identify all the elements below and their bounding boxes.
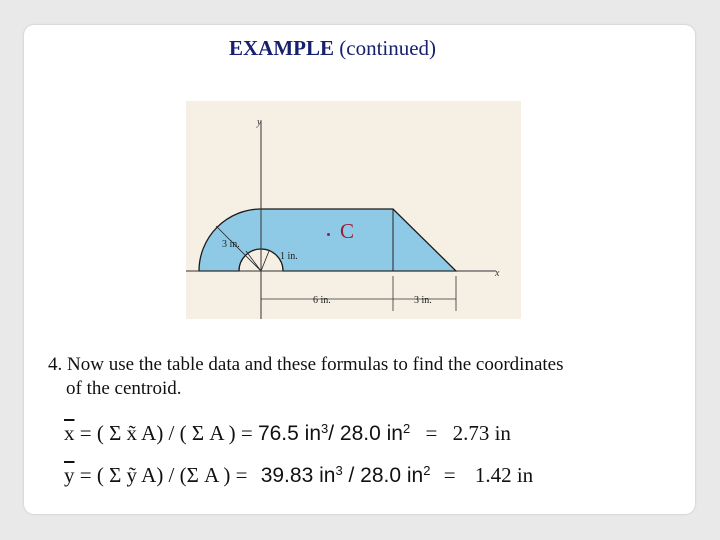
- formula-x-bar: [64, 421, 511, 446]
- dim-label-3in-radius: 3 in.: [222, 239, 240, 250]
- y-value: 39.83 $in^3 / 28.0$ $in^2$: [260, 463, 431, 487]
- step-instruction: [48, 353, 668, 401]
- x-formula-lhs: = ( Σ x̃ A) / ( Σ A ) =: [79, 421, 253, 445]
- centroid-figure: [186, 101, 521, 319]
- hole-radius-line-2: [261, 251, 269, 271]
- y-result: 1.42 in: [474, 463, 534, 487]
- centroid-dot: [327, 233, 330, 236]
- x-value: 76.5 $in^3/$ 28.0 $in^2$: [257, 421, 411, 445]
- y-bar-symbol: $\overline{y}$: [64, 463, 75, 487]
- x-axis-label: x: [495, 268, 500, 279]
- centroid-label: C: [340, 219, 355, 243]
- title-bold: EXAMPLE: [229, 36, 334, 60]
- x-bar-symbol: $\overline{x}$: [64, 421, 75, 445]
- step-line-2: of the centroid.: [66, 378, 182, 399]
- title-rest: (continued): [339, 36, 437, 60]
- x-result: 2.73 in: [452, 421, 511, 445]
- hole-radius-line: [246, 251, 261, 271]
- y-axis-label: y: [257, 117, 262, 128]
- formula-y-bar: [64, 463, 533, 488]
- dim-label-6in: 6 in.: [313, 295, 331, 306]
- dim-label-1in-radius: 1 in.: [280, 251, 298, 262]
- step-line-1: 4. Now use the table data and these formulas to find the coordinates: [48, 354, 564, 375]
- figure-drawing: [186, 101, 521, 319]
- y-formula-lhs: = ( Σ ỹ A) / (Σ A ) =: [79, 463, 248, 487]
- slide-title: [229, 36, 436, 61]
- x-equals: =: [425, 421, 438, 445]
- dim-label-3in-bottom: 3 in.: [414, 295, 432, 306]
- y-equals: =: [443, 463, 456, 487]
